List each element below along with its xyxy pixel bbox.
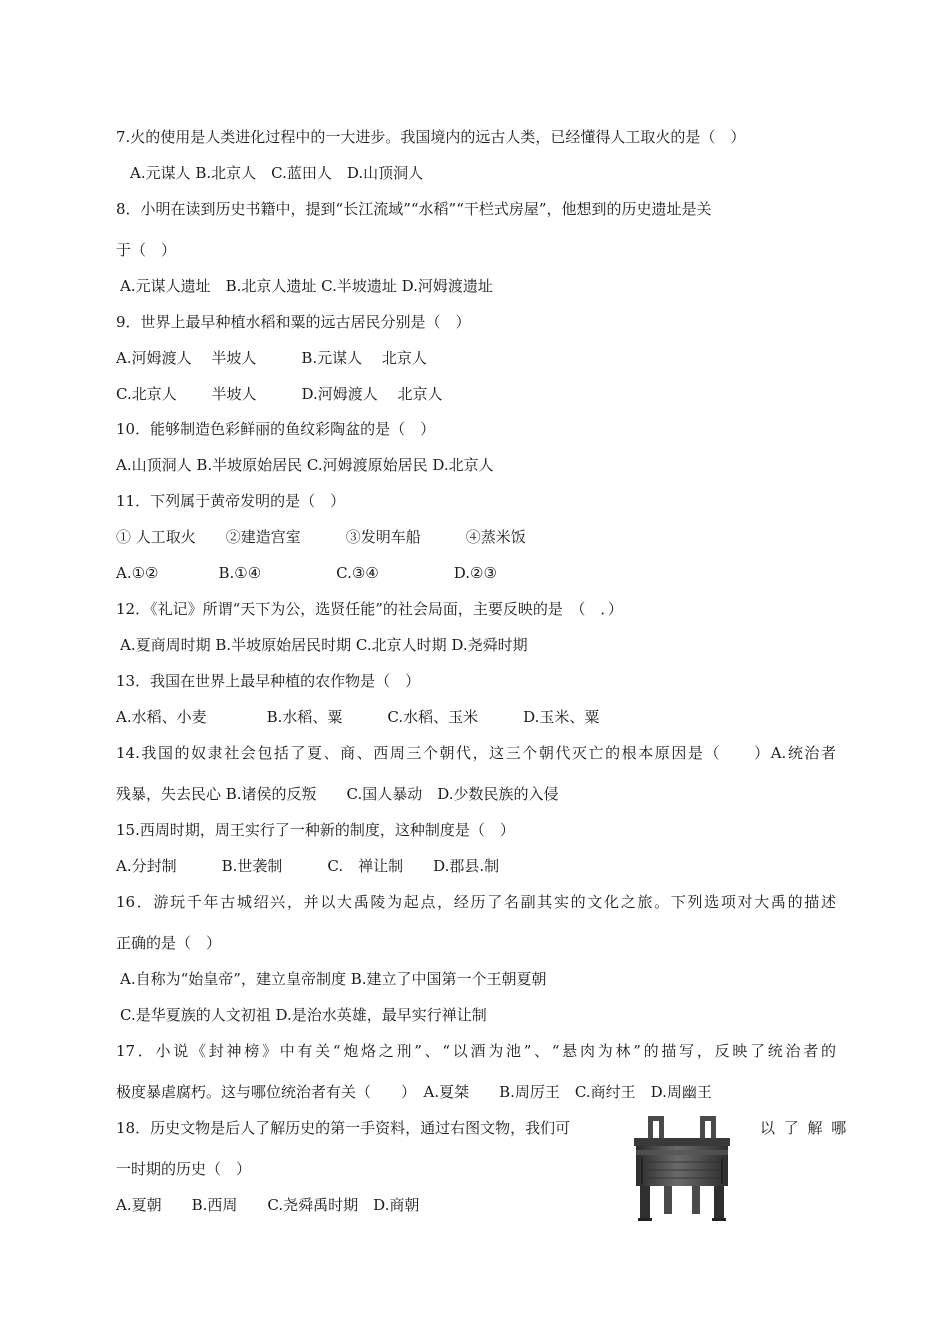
q17-stem-line1: 17．小说《封神榜》中有关“炮烙之刑”、“以酒为池”、“悬肉为林”的描写，反映了统治者的: [116, 1042, 836, 1060]
q9-options-line2: C.北京人 半坡人 D.河姆渡人 北京人: [116, 385, 443, 403]
q7-stem: 7.火的使用是人类进化过程中的一大进步。我国境内的远古人类，已经懂得人工取火的是（ ）: [116, 128, 746, 146]
q7-options: A.元谋人 B.北京人 C.蓝田人 D.山顶洞人: [130, 164, 424, 182]
q15-options: A.分封制 B.世袭制 C. 禅让制 D.郡县.制: [116, 857, 500, 875]
q10-stem: 10．能够制造色彩鲜丽的鱼纹彩陶盆的是（ ）: [116, 420, 436, 438]
q11-items: ① 人工取火 ②建造宫室 ③发明车船 ④蒸米饭: [116, 528, 526, 546]
q8-options: A.元谋人遗址 B.北京人遗址 C.半坡遗址 D.河姆渡遗址: [120, 277, 493, 295]
q18-stem-line1-left: 18．历史文物是后人了解历史的第一手资料，通过右图文物，我们可: [116, 1119, 571, 1137]
q12-options: A.夏商周时期 B.半坡原始居民时期 C.北京人时期 D.尧舜时期: [120, 636, 528, 654]
q18-options: A.夏朝 B.西周 C.尧舜禹时期 D.商朝: [116, 1196, 420, 1214]
q16-options-line1: A.自称为“始皇帝”，建立皇帝制度 B.建立了中国第一个王朝夏朝: [120, 970, 547, 988]
q9-options-line1: A.河姆渡人 半坡人 B.元谋人 北京人: [116, 349, 427, 367]
q11-stem: 11．下列属于黄帝发明的是（ ）: [116, 492, 346, 510]
bronze-ding-icon: [624, 1110, 740, 1228]
q13-options: A.水稻、小麦 B.水稻、粟 C.水稻、玉米 D.玉米、粟: [116, 708, 600, 726]
q16-options-line2: C.是华夏族的人文初祖 D.是治水英雄，最早实行禅让制: [120, 1006, 487, 1024]
q15-stem: 15.西周时期，周王实行了一种新的制度，这种制度是（ ）: [116, 821, 515, 839]
q18-stem-line2: 一时期的历史（ ）: [116, 1160, 252, 1178]
q13-stem: 13．我国在世界上最早种植的农作物是（ ）: [116, 672, 421, 690]
q18-stem-line1-right: 以 了 解 哪: [760, 1119, 849, 1137]
q16-stem-line1: 16．游玩千年古城绍兴，并以大禹陵为起点，经历了名副其实的文化之旅。下列选项对大禹的描述: [116, 893, 836, 911]
q14-stem-line1: 14.我国的奴隶社会包括了夏、商、西周三个朝代，这三个朝代灭亡的根本原因是（ ）A.统治者: [116, 744, 836, 762]
q10-options: A.山顶洞人 B.半坡原始居民 C.河姆渡原始居民 D.北京人: [116, 456, 494, 474]
q9-stem: 9．世界上最早种植水稻和粟的远古居民分别是（ ）: [116, 313, 471, 331]
q12-stem: 12．《礼记》所谓“天下为公，选贤任能”的社会局面，主要反映的是 （ ．）: [116, 600, 623, 618]
q17-stem-line2: 极度暴虐腐朽。这与哪位统治者有关（ ） A.夏桀 B.周厉王 C.商纣王 D.周幽王: [116, 1083, 712, 1101]
q11-options: A.①② B.①④ C.③④ D.②③: [116, 564, 497, 582]
q8-stem-line2: 于（ ）: [116, 241, 177, 259]
q16-stem-line2: 正确的是（ ）: [116, 934, 222, 952]
q8-stem-line1: 8．小明在读到历史书籍中，提到“长江流域”“水稻”“干栏式房屋”，他想到的历史遗址是关: [116, 200, 712, 218]
q14-stem-line2: 残暴，失去民心 B.诸侯的反叛 C.国人暴动 D.少数民族的入侵: [116, 785, 559, 803]
